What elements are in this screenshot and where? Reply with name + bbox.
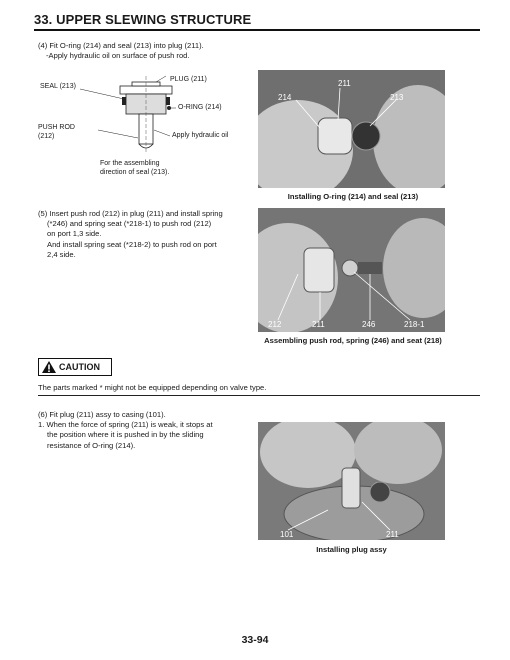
caution-badge (38, 358, 112, 376)
apply-leader (154, 130, 170, 136)
page-number: 33-94 (241, 634, 269, 646)
step4-line1: (4) Fit O-ring (214) and seal (213) into plug (211). (38, 41, 204, 50)
photo-oring-seal-image (258, 70, 445, 188)
diagram-note-line2: direction of seal (213). (100, 169, 170, 176)
step6-line2: 1. When the force of spring (211) is weak, it stops at (38, 420, 213, 430)
photo1-label-211: 211 (338, 79, 351, 88)
label-plug: PLUG (211) (170, 76, 207, 83)
plug-part (318, 118, 352, 154)
caution-label: CAUTION (59, 362, 100, 372)
photo2-label-246: 246 (362, 320, 376, 329)
photo2-label-218-1: 218-1 (404, 320, 425, 329)
pushrod-leader (98, 130, 138, 138)
photo3-caption: Installing plug assy (316, 545, 387, 554)
seal-leader (80, 89, 124, 99)
step6-text (38, 410, 258, 451)
seal-left (122, 97, 126, 105)
photo-oring-seal (258, 70, 445, 188)
step5-line1: (5) Insert push rod (212) in plug (211) and install spring (38, 209, 223, 218)
caution-text: The parts marked * might not be equipped depending on valve type. (38, 383, 267, 392)
step5-line2: (*246) and spring seat (*218-1) to push rod (212) (47, 219, 212, 229)
plug-diagram (38, 72, 253, 182)
label-seal: SEAL (213) (40, 83, 76, 90)
header-rule (34, 29, 480, 31)
step6-line1: (6) Fit plug (211) assy to casing (101). (38, 410, 166, 419)
photo-plug-assy (258, 422, 445, 540)
photo2-label-211: 211 (312, 320, 325, 329)
step6-line4: resistance of O-ring (214). (47, 440, 136, 450)
photo2-caption: Assembling push rod, spring (246) and seat (218) (264, 336, 442, 345)
plug-part-2 (304, 248, 334, 292)
seal-right (166, 97, 170, 105)
warning-icon (42, 361, 56, 373)
step5-text (38, 209, 253, 260)
step5-line4: And install spring seat (*218-2) to push rod on port (47, 239, 217, 249)
photo3-label-101: 101 (280, 530, 294, 539)
seal-part (352, 122, 380, 150)
photo3-label-211: 211 (386, 530, 399, 539)
step4-text (38, 41, 204, 61)
label-pushrod-num: (212) (38, 133, 55, 140)
page-title: 33. UPPER SLEWING STRUCTURE (34, 12, 252, 27)
label-pushrod: PUSH ROD (38, 124, 75, 131)
photo2-label-212: 212 (268, 320, 282, 329)
plug-part-3 (342, 468, 360, 508)
diagram-note-line1: For the assembling (100, 160, 160, 167)
label-apply-oil: Apply hydraulic oil (172, 132, 229, 139)
label-oring: O-RING (214) (178, 104, 222, 111)
photo-plug-assy-image (258, 422, 445, 540)
photo-push-rod-spring (258, 208, 445, 332)
spring (358, 262, 382, 274)
photo-push-rod-spring-image (258, 208, 445, 332)
step5-line3: on port 1,3 side. (47, 229, 102, 239)
oring-mark (167, 106, 171, 110)
section-divider (38, 395, 480, 396)
photo1-label-214: 214 (278, 93, 292, 102)
step4-line2: -Apply hydraulic oil on surface of push rod. (46, 51, 190, 61)
photo1-caption: Installing O-ring (214) and seal (213) (287, 192, 419, 201)
photo1-label-213: 213 (390, 93, 404, 102)
step6-line3: the position where it is pushed in by the sliding (47, 430, 204, 440)
plug-leader (156, 76, 166, 82)
step5-line5: 2,4 side. (47, 249, 76, 259)
port-part (370, 482, 390, 502)
